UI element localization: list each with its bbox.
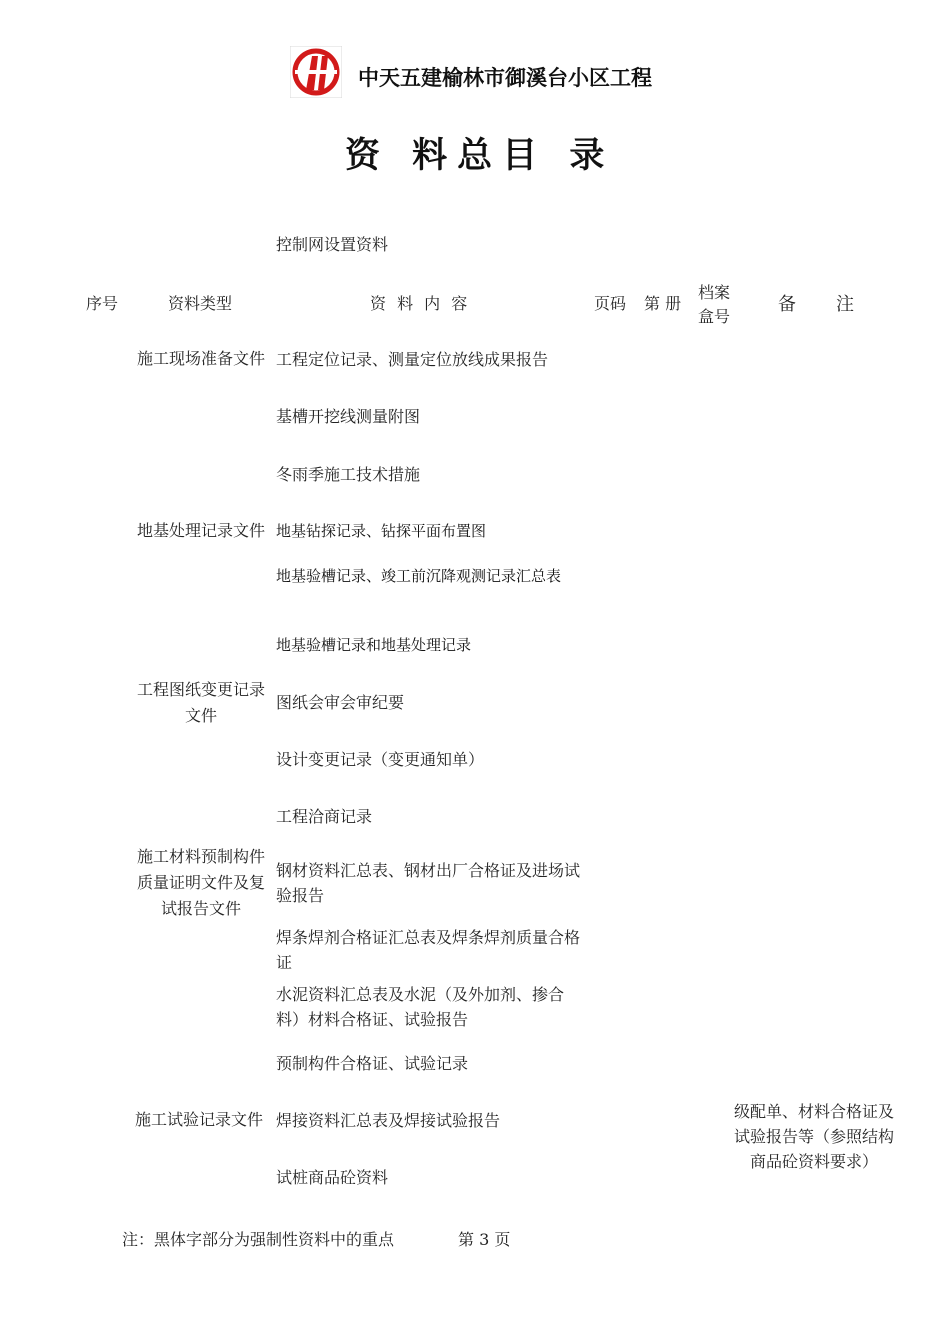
category-label: 施工试验记录文件 <box>134 1110 263 1129</box>
col-content: 资 料 内 容 <box>370 294 468 313</box>
col-type: 资料类型 <box>168 294 233 313</box>
company-name: 中天五建榆林市御溪台小区工程 <box>358 66 652 90</box>
content-item-key: 地基钻探记录、钻探平面布置图 <box>276 522 487 540</box>
content-item: 钢材资料汇总表、钢材出厂合格证及进场试验报告 <box>276 861 581 905</box>
content-item: 冬雨季施工技术措施 <box>276 465 421 484</box>
col-remark-b: 注 <box>836 294 854 315</box>
category-label: 施工材料预制构件质量证明文件及复试报告文件 <box>136 847 265 918</box>
company-logo-icon <box>290 46 342 98</box>
content-item: 预制构件合格证、试验记录 <box>276 1054 469 1073</box>
content-item: 工程洽商记录 <box>276 807 373 826</box>
content-item-key: 地基验槽记录、竣工前沉降观测记录汇总表 <box>276 567 562 585</box>
col-volume: 第 册 <box>644 294 682 313</box>
col-page: 页码 <box>594 294 627 313</box>
pre-item: 控制网设置资料 <box>276 235 389 254</box>
col-remark-a: 备 <box>778 294 796 315</box>
page-number: 第 3 页 <box>458 1230 511 1249</box>
content-item: 设计变更记录（变更通知单） <box>276 750 485 769</box>
page-title: 资 料总目 录 <box>345 135 615 176</box>
category-label: 工程图纸变更记录文件 <box>136 680 265 725</box>
footer-note: 注：黑体字部分为强制性资料中的重点 <box>122 1230 395 1249</box>
col-seq: 序号 <box>86 294 119 313</box>
content-item: 工程定位记录、测量定位放线成果报告 <box>276 350 549 369</box>
category-label: 施工现场准备文件 <box>136 349 265 368</box>
category-label: 地基处理记录文件 <box>136 521 265 540</box>
content-item: 试桩商品砼资料 <box>276 1168 389 1187</box>
content-item: 图纸会审会审纪要 <box>276 693 405 712</box>
col-box-line2: 盒号 <box>698 307 731 326</box>
content-item-key: 地基验槽记录和地基处理记录 <box>276 636 472 654</box>
content-item: 焊接资料汇总表及焊接试验报告 <box>276 1111 501 1130</box>
content-item: 焊条焊剂合格证汇总表及焊条焊剂质量合格证 <box>276 928 581 972</box>
content-item: 水泥资料汇总表及水泥（及外加剂、掺合料）材料合格证、试验报告 <box>276 985 565 1029</box>
content-item: 基槽开挖线测量附图 <box>276 407 421 426</box>
col-box-line1: 档案 <box>698 283 731 302</box>
remark-note: 级配单、材料合格证及试验报告等（参照结构商品砼资料要求） <box>734 1102 895 1171</box>
